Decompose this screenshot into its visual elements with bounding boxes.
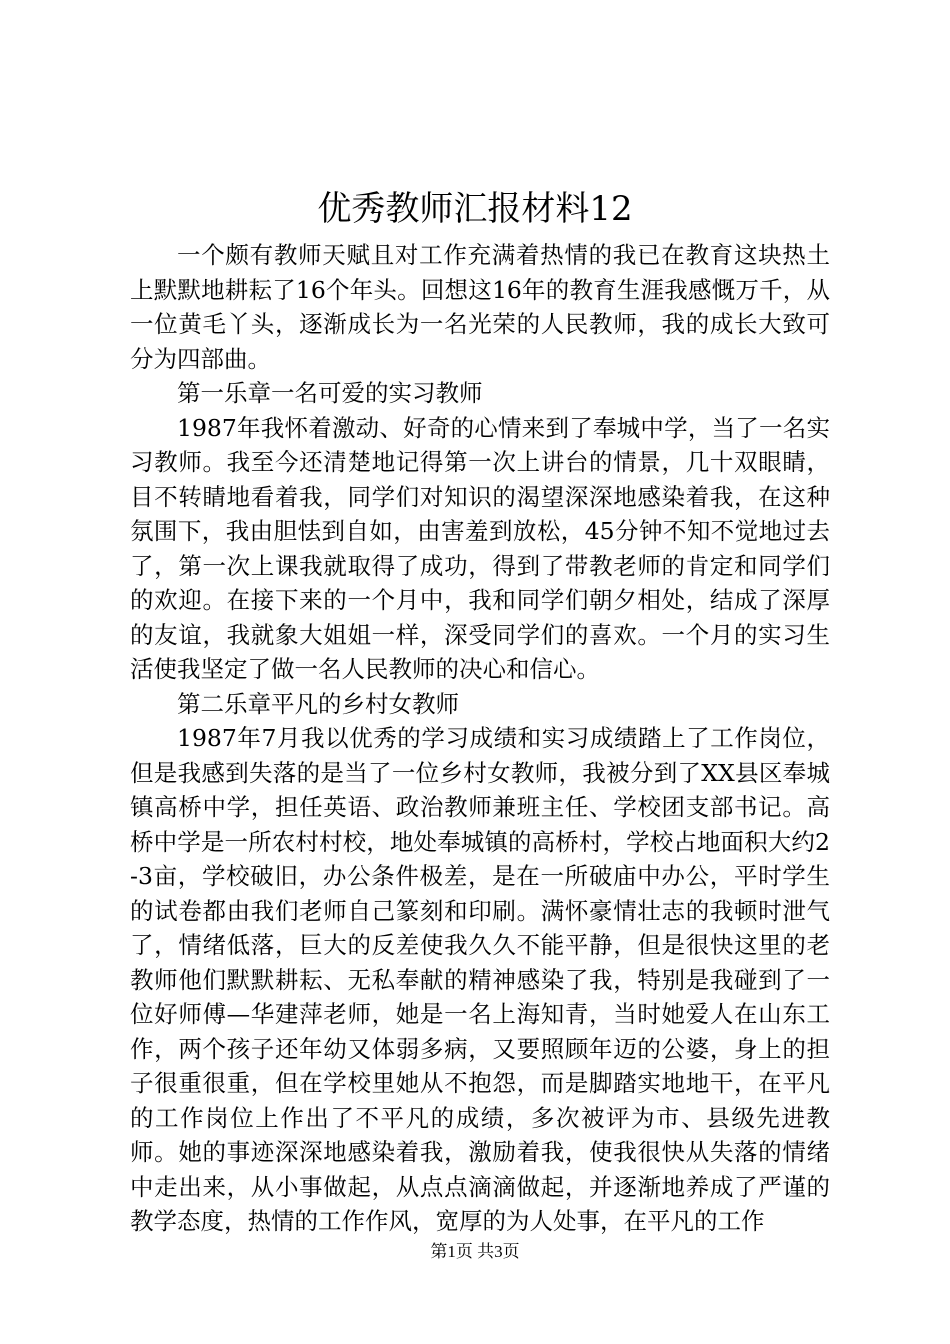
section-heading-1: 第一乐章一名可爱的实习教师: [177, 379, 483, 407]
paragraph-section-2: 1987年7月我以优秀的学习成绩和实习成绩踏上了工作岗位，但是我感到失落的是当了一位乡村女教师，我被分到了XX县区奉城镇高桥中学，担任英语、政治教师兼班主任、学校团支部书记。高桥中学是一所农村村校，地处奉城镇的高桥村，学校占地面积大约2-3亩，学校破旧，办公条件极差，是在一所破庙中办公，平时学生的试卷都由我们老师自己篆刻和印刷。满怀豪情壮志的我顿时泄气了，情绪低落，巨大的反差使我久久不能平静，但是很快这里的老教师他们默默耕耘、无私奉献的精神感染了我，特别是我碰到了一位好师傅—华建萍老师，她是一名上海知青，当时她爱人在山东工作，两个孩子还年幼又体弱多病，又要照顾年迈的公婆，身上的担子很重很重，但在学校里她从不抱怨，而是脚踏实地地干，在平凡的工作岗位上作出了不平凡的成绩，多次被评为市、县级先进教师。她的事迹深深地感染着我，激励着我，使我很快从失落的情绪中走出来，从小事做起，从点点滴滴做起，并逐渐地养成了严谨的教学态度，热情的工作作风，宽厚的为人处事，在平凡的工作: [130, 724, 830, 1235]
paragraph-intro: 一个颇有教师天赋且对工作充满着热情的我已在教育这块热土上默默地耕耘了16个年头。回想这16年的教育生涯我感慨万千，从一位黄毛丫头，逐渐成长为一名光荣的人民教师，我的成长大致可分为四部曲。: [130, 241, 830, 373]
page-footer: 第1页 共3页: [430, 1242, 520, 1261]
section-heading-2: 第二乐章平凡的乡村女教师: [177, 689, 459, 718]
document-title: 优秀教师汇报材料12: [317, 189, 633, 229]
document-body: [130, 238, 830, 1239]
paragraph-section-1: 1987年我怀着激动、好奇的心情来到了奉城中学，当了一名实习教师。我至今还清楚地记得第一次上讲台的情景，几十双眼睛，目不转睛地看着我，同学们对知识的渴望深深地感染着我，在这种氛围下，我由胆怯到自如，由害羞到放松，45分钟不知不觉地过去了，第一次上课我就取得了成功，得到了带教老师的肯定和同学们的欢迎。在接下来的一个月中，我和同学们朝夕相处，结成了深厚的友谊，我就象大姐姐一样，深受同学们的喜欢。一个月的实习生活使我坚定了做一名人民教师的决心和信心。: [130, 413, 830, 683]
